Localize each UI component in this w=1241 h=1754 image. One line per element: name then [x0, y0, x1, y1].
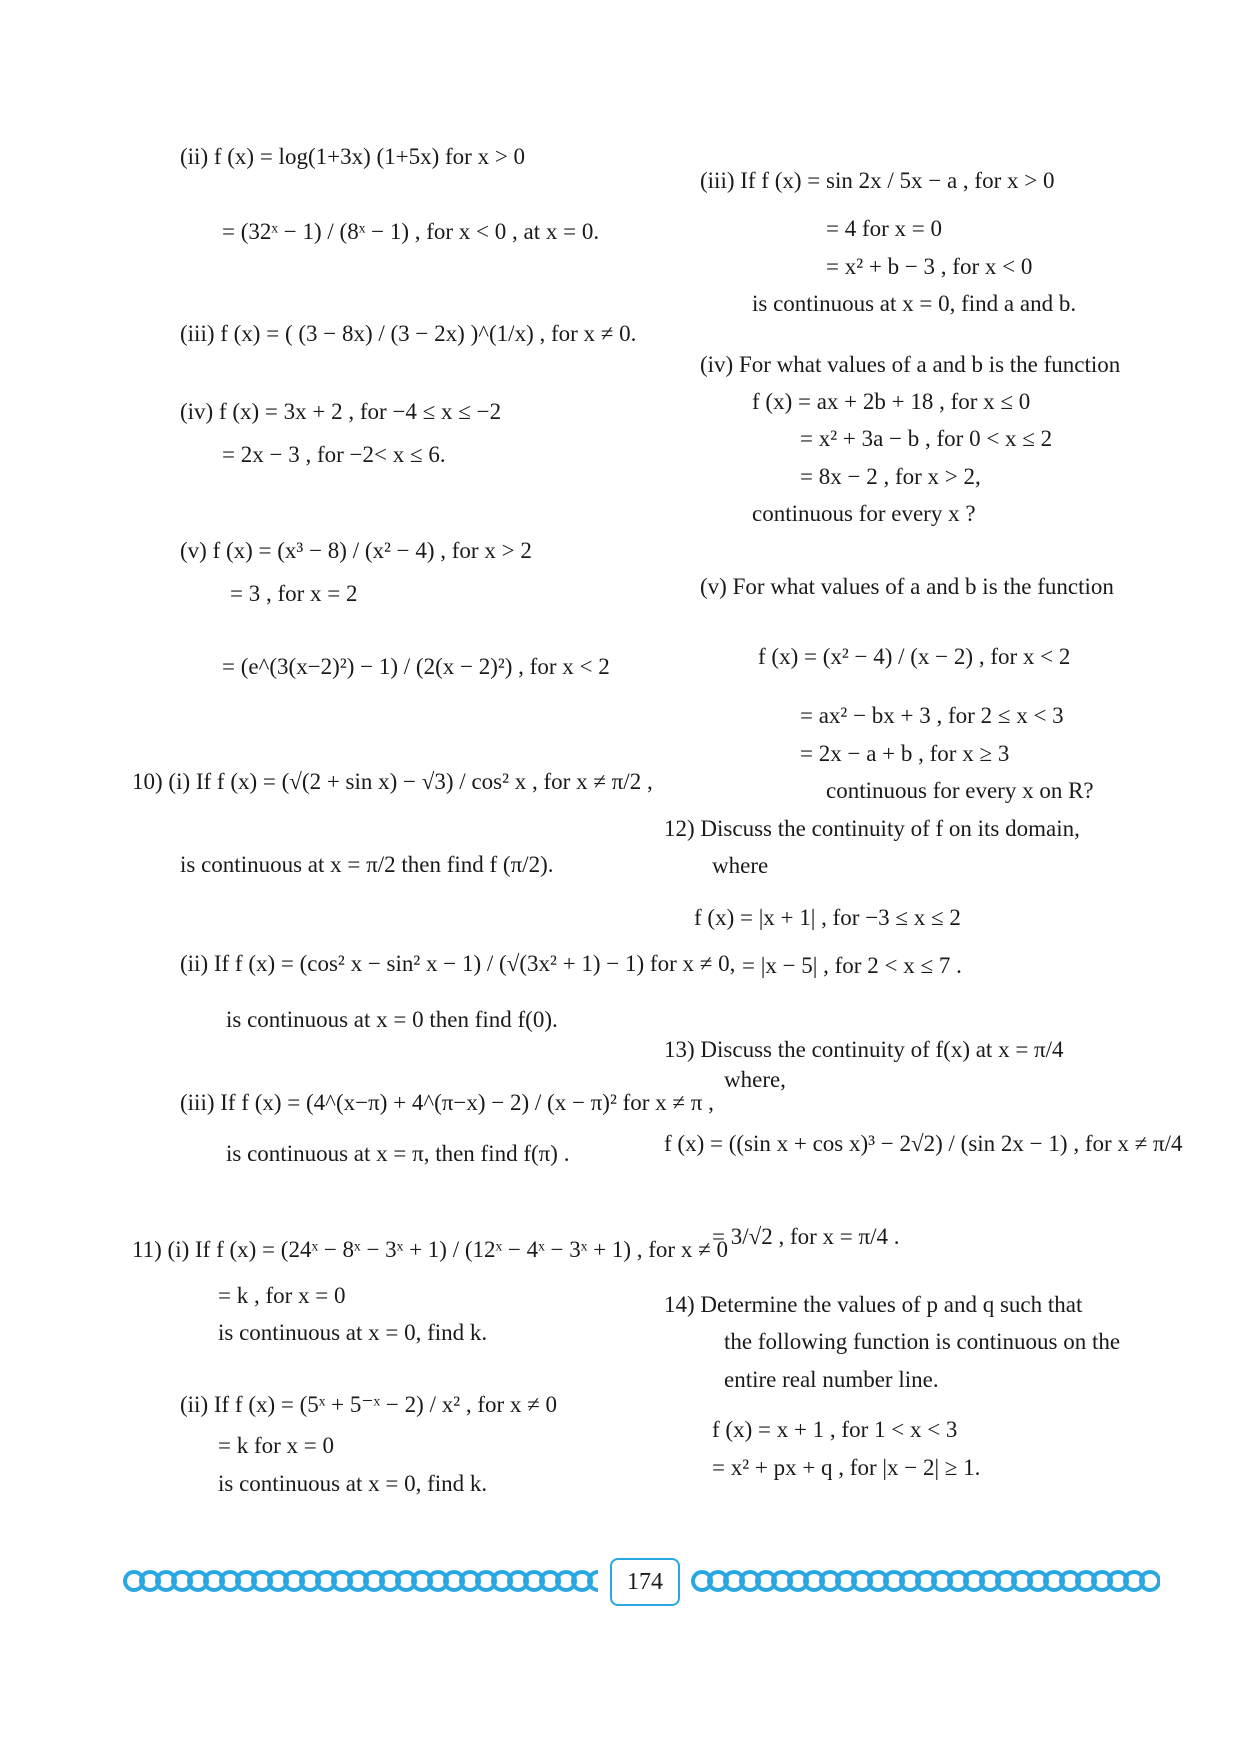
question-line: the following function is continuous on the [724, 1329, 1121, 1354]
question-line: continuous for every x on R? [826, 778, 1094, 803]
question-line: entire real number line. [724, 1367, 939, 1392]
question-line: (ii) If f (x) = (cos² x − sin² x − 1) / (√(3x² + 1) − 1) for x ≠ 0, [180, 951, 736, 976]
question-line: = 3 , for x = 2 [230, 581, 358, 606]
question-line: (iv) f (x) = 3x + 2 , for −4 ≤ x ≤ −2 [180, 399, 502, 424]
question-line: 12) Discuss the continuity of f on its domain, [664, 816, 1080, 841]
question-line: f (x) = (x² − 4) / (x − 2) , for x < 2 [758, 644, 1071, 669]
question-line: (iii) f (x) = ( (3 − 8x) / (3 − 2x) )^(1/x) , for x ≠ 0. [180, 321, 637, 346]
page-number: 174 [610, 1558, 680, 1606]
question-line: = 2x − 3 , for −2< x ≤ 6. [222, 442, 446, 467]
question-line: continuous for every x ? [752, 501, 976, 526]
question-line: = x² + 3a − b , for 0 < x ≤ 2 [800, 426, 1053, 451]
question-line: 11) (i) If f (x) = (24ˣ − 8ˣ − 3ˣ + 1) / (12ˣ − 4ˣ − 3ˣ + 1) , for x ≠ 0 [132, 1237, 728, 1262]
question-line: = k for x = 0 [218, 1433, 335, 1458]
question-line: (v) For what values of a and b is the function [700, 574, 1114, 599]
question-line: is continuous at x = 0, find a and b. [752, 291, 1077, 316]
question-line: = 2x − a + b , for x ≥ 3 [800, 741, 1010, 766]
question-line: = x² + px + q , for |x − 2| ≥ 1. [712, 1455, 981, 1480]
question-line: is continuous at x = 0, find k. [218, 1471, 488, 1496]
question-line: f (x) = ((sin x + cos x)³ − 2√2) / (sin 2x − 1) , for x ≠ π/4 [664, 1131, 1183, 1156]
question-line: (ii) If f (x) = (5ˣ + 5⁻ˣ − 2) / x² , for x ≠ 0 [180, 1392, 558, 1417]
question-line: = ax² − bx + 3 , for 2 ≤ x < 3 [800, 703, 1064, 728]
question-line: is continuous at x = π/2 then find f (π/2). [180, 852, 554, 877]
decorative-band-left [120, 1568, 598, 1594]
decorative-band-right [688, 1568, 1160, 1594]
question-line: f (x) = x + 1 , for 1 < x < 3 [712, 1417, 958, 1442]
question-line: 10) (i) If f (x) = (√(2 + sin x) − √3) / cos² x , for x ≠ π/2 , [132, 769, 653, 794]
question-line: is continuous at x = 0 then find f(0). [226, 1007, 558, 1032]
page-footer [120, 1558, 1160, 1604]
question-line: (iii) If f (x) = sin 2x / 5x − a , for x > 0 [700, 168, 1055, 193]
question-line: (ii) f (x) = log(1+3x) (1+5x) for x > 0 [180, 144, 526, 169]
question-line: is continuous at x = π, then find f(π) . [226, 1141, 570, 1166]
question-line: = 3/√2 , for x = π/4 . [712, 1224, 900, 1249]
question-line: f (x) = ax + 2b + 18 , for x ≤ 0 [752, 389, 1031, 414]
question-line: = x² + b − 3 , for x < 0 [826, 254, 1033, 279]
question-line: = |x − 5| , for 2 < x ≤ 7 . [742, 953, 962, 978]
question-line: where, [724, 1067, 786, 1092]
question-line: (iv) For what values of a and b is the function [700, 352, 1121, 377]
question-line: where [712, 853, 769, 878]
question-line: 14) Determine the values of p and q such that [664, 1292, 1083, 1317]
question-line: (v) f (x) = (x³ − 8) / (x² − 4) , for x > 2 [180, 538, 532, 563]
question-line: f (x) = |x + 1| , for −3 ≤ x ≤ 2 [694, 905, 961, 930]
question-line: = 4 for x = 0 [826, 216, 943, 241]
question-line: is continuous at x = 0, find k. [218, 1320, 488, 1345]
question-line: = 8x − 2 , for x > 2, [800, 464, 981, 489]
question-line: = (32ˣ − 1) / (8ˣ − 1) , for x < 0 , at x = 0. [222, 219, 600, 244]
question-line: 13) Discuss the continuity of f(x) at x = π/4 [664, 1037, 1064, 1062]
band-link [589, 1572, 598, 1590]
question-line: = (e^(3(x−2)²) − 1) / (2(x − 2)²) , for x < 2 [222, 654, 610, 679]
question-line: (iii) If f (x) = (4^(x−π) + 4^(π−x) − 2) / (x − π)² for x ≠ π , [180, 1090, 714, 1115]
question-line: = k , for x = 0 [218, 1283, 346, 1308]
